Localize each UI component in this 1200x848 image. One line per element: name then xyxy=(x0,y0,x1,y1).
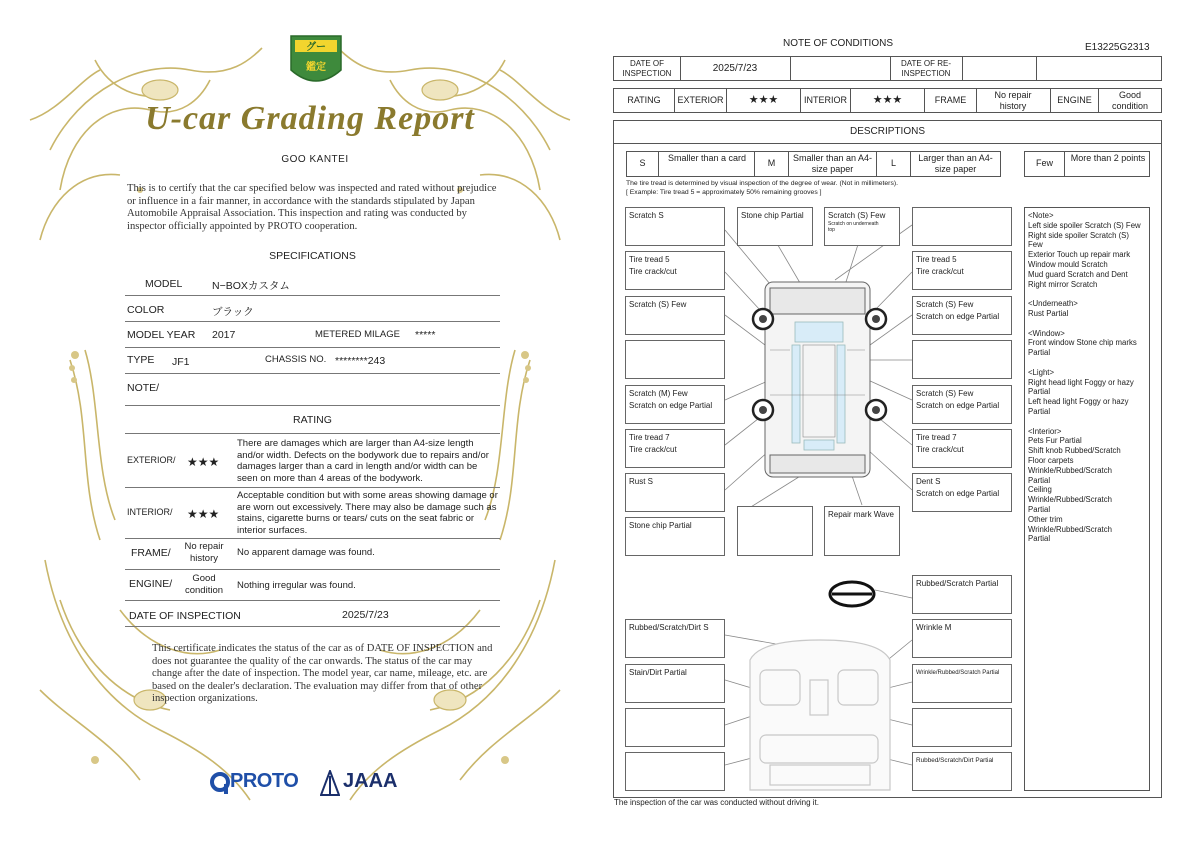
certificate-intro: This is to certify that the car specified below was inspected and rated without prejudice or influence in a fair manner, in accordance with the standards stipulated by Japan Automobile Appraisal Association. This inspection and rating was conducted by inspector officially appointed by PROTO cooperation. xyxy=(127,183,497,232)
interior-box-5: Wrinkle/Rubbed/Scratch Partial xyxy=(912,664,1012,703)
frame-row xyxy=(125,539,500,570)
note-line: Partial xyxy=(1028,348,1051,358)
frame-label: FRAME xyxy=(934,95,967,105)
exterior-box-3: Scratch (S) Few Scratch on underneath top xyxy=(824,207,900,246)
exterior-stars: ★★★ xyxy=(748,94,779,106)
legend-m-desc: Smaller than an A4-size paper xyxy=(792,153,873,174)
exterior-box-15: Rust S xyxy=(625,473,725,512)
interior-label: INTERIOR/ xyxy=(127,507,173,517)
exterior-box-19: Repair mark Wave xyxy=(824,506,900,556)
model-year-value: 2017 xyxy=(212,329,236,341)
note-line: Right mirror Scratch xyxy=(1028,279,1098,289)
frame-value: No repair history xyxy=(184,541,224,564)
engine-description: Nothing irregular was found. xyxy=(237,580,356,591)
interior-stars: ★★★ xyxy=(872,94,903,106)
certificate-footer: This certificate indicates the status of the car as of DATE OF INSPECTION and does not guarantee the quality of the car onwards. The status of the car may change after the date of inspection. The model year, car name, mileage, etc. are based on the dealer's declaration. The evaluation may differ from that of other inspection organizations. xyxy=(152,643,493,705)
note-line: Exterior Touch up repair mark xyxy=(1028,250,1131,260)
interior-label: INTERIOR xyxy=(803,95,847,105)
notes-panel xyxy=(1024,207,1150,791)
milage-label: METERED MILAGE xyxy=(315,329,400,340)
chassis-value: ********243 xyxy=(335,355,386,367)
exterior-box-13: Tire tread 7 Tire crack/cut xyxy=(625,429,725,468)
legend-few-desc: More than 2 points xyxy=(1070,153,1146,163)
legend-s-desc: Smaller than a card xyxy=(667,153,747,163)
note-line: Mud guard Scratch and Dent xyxy=(1028,269,1128,279)
engine-value: Good condition xyxy=(184,573,224,596)
date-reinspection-label: DATE OF RE-INSPECTION xyxy=(900,59,952,78)
note-line: Partial xyxy=(1028,406,1051,416)
exterior-box-14: Tire tread 7 Tire crack/cut xyxy=(912,429,1012,468)
chassis-label: CHASSIS NO. xyxy=(265,354,327,365)
interior-box-4: Stain/Dirt Partial xyxy=(625,664,725,703)
note-line: Partial xyxy=(1028,534,1051,544)
note-line: Rust Partial xyxy=(1028,308,1069,318)
tire-note-2: [ Example: Tire tread 5 = approximately 50% remaining grooves ] xyxy=(626,189,822,196)
exterior-description: There are damages which are larger than A4-size length and/or width. Defects on the bodywork due to repairs and/or damages larger than a card in length and/or width can be seen on more than 4 areas of the bodywork. xyxy=(237,438,489,484)
interior-box-6 xyxy=(625,708,725,747)
sheet-title: NOTE OF CONDITIONS xyxy=(783,38,893,49)
exterior-box-6: Tire tread 5 Tire crack/cut xyxy=(912,251,1012,290)
color-label: COLOR xyxy=(127,304,165,316)
engine-label: ENGINE xyxy=(1057,95,1092,105)
exterior-box-4 xyxy=(912,207,1012,246)
engine-row xyxy=(125,570,500,601)
interior-box-9: Rubbed/Scratch/Dirt Partial xyxy=(912,752,1012,791)
note-line: Right head light Foggy or hazy xyxy=(1028,377,1134,387)
note-line: Right side spoiler Scratch (S) xyxy=(1028,230,1129,240)
badge-top-text: グー xyxy=(306,42,326,53)
note-line: Other trim xyxy=(1028,514,1063,524)
interior-box-8 xyxy=(625,752,725,791)
type-label: TYPE xyxy=(127,354,155,366)
rating-title: RATING xyxy=(293,414,332,426)
exterior-box-10 xyxy=(912,340,1012,379)
sheet-footer: The inspection of the car was conducted without driving it. xyxy=(614,798,819,807)
exterior-box-16: Dent S Scratch on edge Partial xyxy=(912,473,1012,512)
jaaa-logo-text: JAAA xyxy=(343,770,398,792)
interior-stars: ★★★ xyxy=(187,507,220,521)
exterior-box-8: Scratch (S) Few Scratch on edge Partial xyxy=(912,296,1012,335)
note-line: Partial xyxy=(1028,504,1051,514)
specifications-title: SPECIFICATIONS xyxy=(269,250,356,262)
exterior-box-2: Stone chip Partial xyxy=(737,207,813,246)
note-line: Partial xyxy=(1028,475,1051,485)
type-row xyxy=(125,348,500,374)
sheet-reference: E13225G2313 xyxy=(1085,42,1150,53)
legend-m: M xyxy=(767,158,776,168)
exterior-box-17: Stone chip Partial xyxy=(625,517,725,556)
model-row xyxy=(125,270,500,296)
note-line: Few xyxy=(1028,240,1043,250)
note-line xyxy=(1028,319,1146,329)
note-label: NOTE/ xyxy=(127,382,160,394)
exterior-label: EXTERIOR/ xyxy=(127,455,176,465)
note-line: Wrinkle/Rubbed/Scratch xyxy=(1028,524,1112,534)
date-inspection-label: DATE OF INSPECTION xyxy=(622,59,672,78)
tire-note-1: The tire tread is determined by visual inspection of the degree of wear. (Not in millimeters). xyxy=(626,180,898,187)
interior-box-2: Rubbed/Scratch/Dirt S xyxy=(625,619,725,658)
model-year-row xyxy=(125,322,500,348)
note-line: Floor carpets xyxy=(1028,455,1074,465)
note-of-conditions-sheet xyxy=(600,0,1200,848)
note-line: Front window Stone chip marks xyxy=(1028,338,1137,348)
note-line: Left head light Foggy or hazy xyxy=(1028,397,1129,407)
note-line: Wrinkle/Rubbed/Scratch xyxy=(1028,465,1112,475)
interior-box-3: Wrinkle M xyxy=(912,619,1012,658)
date-label: DATE OF INSPECTION xyxy=(129,610,241,622)
legend-few: Few xyxy=(1035,158,1053,168)
note-line: <Note> xyxy=(1028,211,1054,220)
legend-s: S xyxy=(639,158,646,168)
proto-logo-text: PROTO xyxy=(230,770,299,792)
note-line: <Window> xyxy=(1028,328,1065,338)
exterior-box-1: Scratch S xyxy=(625,207,725,246)
interior-box-7 xyxy=(912,708,1012,747)
interior-description: Acceptable condition but with some areas showing damage or are worn out excessively. There may also be damage such as stains, cigarette burns or tears/ cuts on the seat fabric or interior surfaces. xyxy=(237,490,498,536)
note-line: <Underneath> xyxy=(1028,299,1078,309)
engine-label: ENGINE/ xyxy=(129,578,173,590)
interior-row xyxy=(125,488,500,539)
note-line: Partial xyxy=(1028,387,1051,397)
descriptions-title: DESCRIPTIONS xyxy=(849,126,925,137)
model-year-label: MODEL YEAR xyxy=(127,329,196,341)
exterior-box-11: Scratch (M) Few Scratch on edge Partial xyxy=(625,385,725,424)
frame-label: FRAME/ xyxy=(131,547,171,559)
exterior-box-5: Tire tread 5 Tire crack/cut xyxy=(625,251,725,290)
note-line xyxy=(1028,358,1146,368)
rating-label: RATING xyxy=(627,95,661,105)
legend-l: L xyxy=(890,158,896,168)
date-value: 2025/7/23 xyxy=(342,609,389,621)
badge-bottom-text: 鑑定 xyxy=(306,62,326,73)
interior-box-1: Rubbed/Scratch Partial xyxy=(912,575,1012,614)
type-value: JF1 xyxy=(172,356,190,368)
model-value: N−BOXカスタム xyxy=(212,280,290,292)
jaaa-logo-icon xyxy=(320,770,340,796)
date-inspection-value: 2025/7/23 xyxy=(712,63,758,74)
note-line: Wrinkle/Rubbed/Scratch xyxy=(1028,495,1112,505)
note-line: Shift knob Rubbed/Scratch xyxy=(1028,446,1121,456)
exterior-row xyxy=(125,436,500,488)
note-line: Ceiling xyxy=(1028,485,1052,495)
exterior-box-7: Scratch (S) Few xyxy=(625,296,725,335)
exterior-label: EXTERIOR xyxy=(677,95,724,105)
model-label: MODEL xyxy=(145,278,183,290)
milage-value: ***** xyxy=(415,329,436,341)
frame-value: No repair history xyxy=(994,90,1032,111)
proto-logo-icon xyxy=(210,772,230,794)
color-row xyxy=(125,296,500,322)
note-line: <Interior> xyxy=(1028,426,1062,436)
frame-description: No apparent damage was found. xyxy=(237,547,375,558)
note-line: <Light> xyxy=(1028,367,1055,377)
exterior-stars: ★★★ xyxy=(187,455,220,469)
date-row xyxy=(125,601,500,627)
note-line xyxy=(1028,417,1146,427)
note-line xyxy=(1028,289,1146,299)
note-line: Left side spoiler Scratch (S) Few xyxy=(1028,220,1141,230)
exterior-box-18 xyxy=(737,506,813,556)
legend-l-desc: Larger than an A4-size paper xyxy=(918,153,993,174)
note-line: Window mould Scratch xyxy=(1028,259,1108,269)
certificate-title: U-car Grading Report xyxy=(145,100,475,137)
note-line: Pets Fur Partial xyxy=(1028,436,1082,446)
engine-value: Good condition xyxy=(1111,90,1149,111)
note-row xyxy=(125,374,500,406)
certificate-subtitle: GOO KANTEI xyxy=(281,154,349,165)
color-value: ブラック xyxy=(212,306,254,318)
exterior-box-12: Scratch (S) Few Scratch on edge Partial xyxy=(912,385,1012,424)
exterior-box-9 xyxy=(625,340,725,379)
